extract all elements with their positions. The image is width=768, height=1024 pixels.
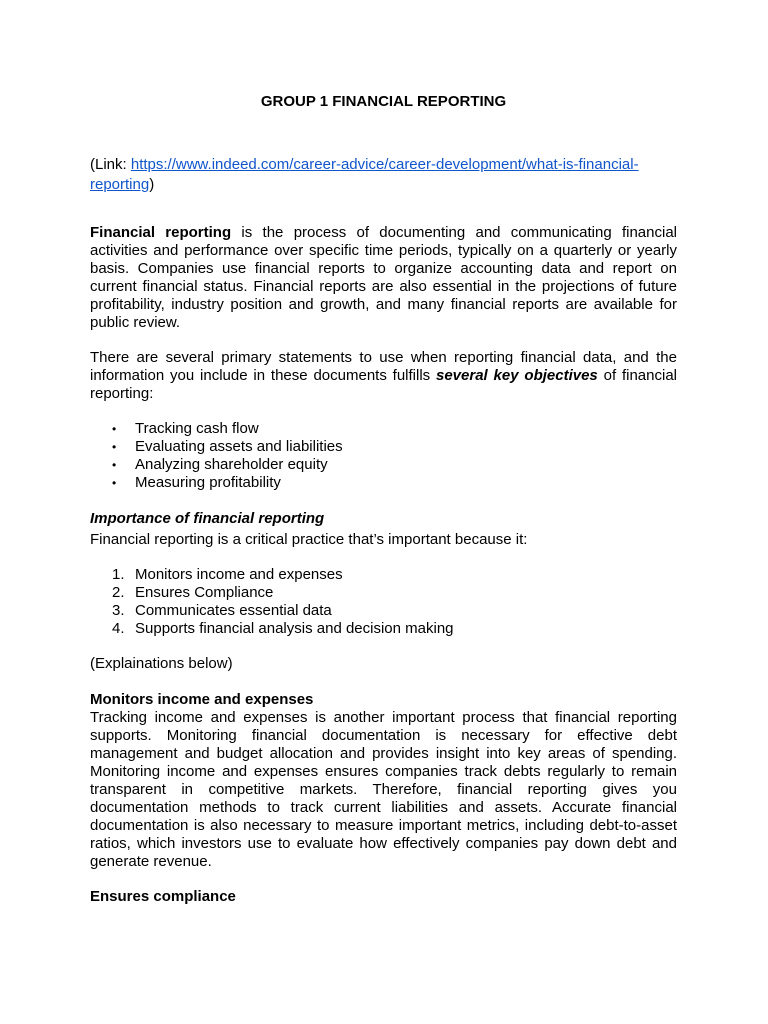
link-suffix: ) (149, 176, 155, 193)
bullet-mark: • (112, 440, 117, 454)
objectives-text-after: of financial reporting: (90, 367, 677, 402)
bullet-mark: • (112, 458, 117, 472)
list-item: • Analyzing shareholder equity (112, 456, 328, 473)
objectives-emphasis: several key objectives (436, 367, 598, 384)
intro-paragraph (90, 224, 677, 332)
objectives-paragraph (90, 349, 677, 403)
source-link-line-1: https://www.indeed.com/career-advice/career-development/what-is-financial- (130, 156, 639, 173)
objectives-list (90, 420, 677, 492)
list-item: 1. Monitors income and expenses (112, 566, 343, 583)
list-item: 2. Ensures Compliance (112, 584, 274, 601)
source-link-paragraph (90, 155, 677, 195)
list-item: 3. Communicates essential data (112, 602, 332, 619)
document-title: GROUP 1 FINANCIAL REPORTING (260, 93, 507, 110)
monitors-heading: Monitors income and expenses (90, 691, 314, 708)
list-item: • Tracking cash flow (112, 420, 259, 437)
source-link[interactable] (90, 156, 639, 193)
monitors-body: Tracking income and expenses is another important process that financial reporting supports. Monitoring financial documentation is necessary for effective debt management and budget allocation and provides insight into key areas of spending. Monitoring income and expenses ensures companies track debts regularly to remain transparent in competitive markets. Therefore, financial reporting gives you documentation methods to track current liabilities and assets. Accurate financial documentation is also necessary to measure important metrics, including debt-to-asset ratios, which investors use to evaluate how effectively companies pay down debt and generate revenue. (90, 709, 677, 870)
list-item: 4. Supports financial analysis and decision making (112, 620, 454, 637)
compliance-heading: Ensures compliance (90, 888, 236, 905)
link-prefix: (Link: (90, 156, 131, 173)
list-item: • Measuring profitability (112, 474, 281, 491)
objectives-text-before: There are several primary statements to use when reporting financial data, and the information you include in these documents fulfills (90, 349, 677, 384)
bullet-mark: • (112, 422, 117, 436)
intro-bold-term: Financial reporting (90, 224, 232, 241)
explanations-note: (Explainations below) (90, 655, 233, 672)
intro-text: is the process of documenting and communicating financial activities and performance over specific time periods, typically on a quarterly or yearly basis. Companies use financial reports to organize accounting data and report on current financial status. Financial reports are also essential in the projections of future profitability, industry position and growth, and many financial reports are available for public review. (90, 224, 677, 331)
list-item: • Evaluating assets and liabilities (112, 438, 343, 455)
bullet-mark: • (112, 476, 117, 490)
importance-list (90, 566, 677, 638)
importance-heading: Importance of financial reporting (90, 510, 325, 527)
importance-lead: Financial reporting is a critical practice that’s important because it: (90, 531, 528, 548)
source-link-line-2: reporting (90, 176, 150, 193)
